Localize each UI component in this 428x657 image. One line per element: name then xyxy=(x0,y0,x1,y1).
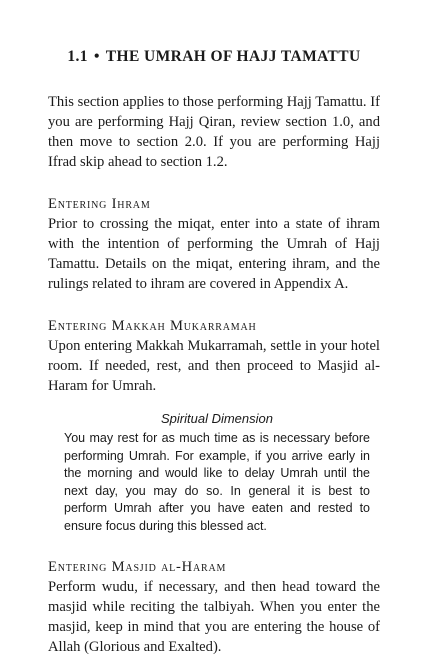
section-entering-makkah xyxy=(48,316,380,396)
chapter-separator: • xyxy=(93,48,100,65)
section-heading: Entering Ihram xyxy=(48,196,151,212)
section-entering-masjid xyxy=(48,557,380,657)
spiritual-dimension-box xyxy=(64,410,370,535)
spiritual-dimension-title: Spiritual Dimension xyxy=(161,411,273,426)
section-body: Perform wudu, if necessary, and then head toward the masjid while reciting the talbiyah. When you enter the masjid, keep in mind that you are entering the house of Allah (Glorious and Exalted). xyxy=(48,579,380,655)
section-body: Prior to crossing the miqat, enter into a state of ihram with the intention of performing the Umrah of Hajj Tamattu. Details on the miqat, entering ihram, and the rulings related to ihram are covered in Appendix A. xyxy=(48,216,380,292)
chapter-title-text: THE UMRAH OF HAJJ TAMATTU xyxy=(105,48,361,65)
intro-paragraph: This section applies to those performing Hajj Tamattu. If you are performing Hajj Qiran, review section 1.0, and then move to section 2.0. If you are performing Hajj Ifrad skip ahead to section 1.2. xyxy=(48,94,380,170)
section-entering-ihram xyxy=(48,194,380,294)
section-heading: Entering Makkah Mukarramah xyxy=(48,318,257,334)
chapter-title xyxy=(48,48,380,66)
chapter-number: 1.1 xyxy=(67,48,88,65)
spiritual-dimension-body: You may rest for as much time as is necessary before performing Umrah. For example, if you arrive early in the morning and would like to delay Umrah until the next day, you may do so. In general it is best to perform Umrah after you have eaten and rested to ensure focus during this blessed act. xyxy=(64,431,370,533)
section-heading: Entering Masjid al-Haram xyxy=(48,559,227,575)
section-body: Upon entering Makkah Mukarramah, settle in your hotel room. If needed, rest, and then proceed to Masjid al-Haram for Umrah. xyxy=(48,338,380,394)
